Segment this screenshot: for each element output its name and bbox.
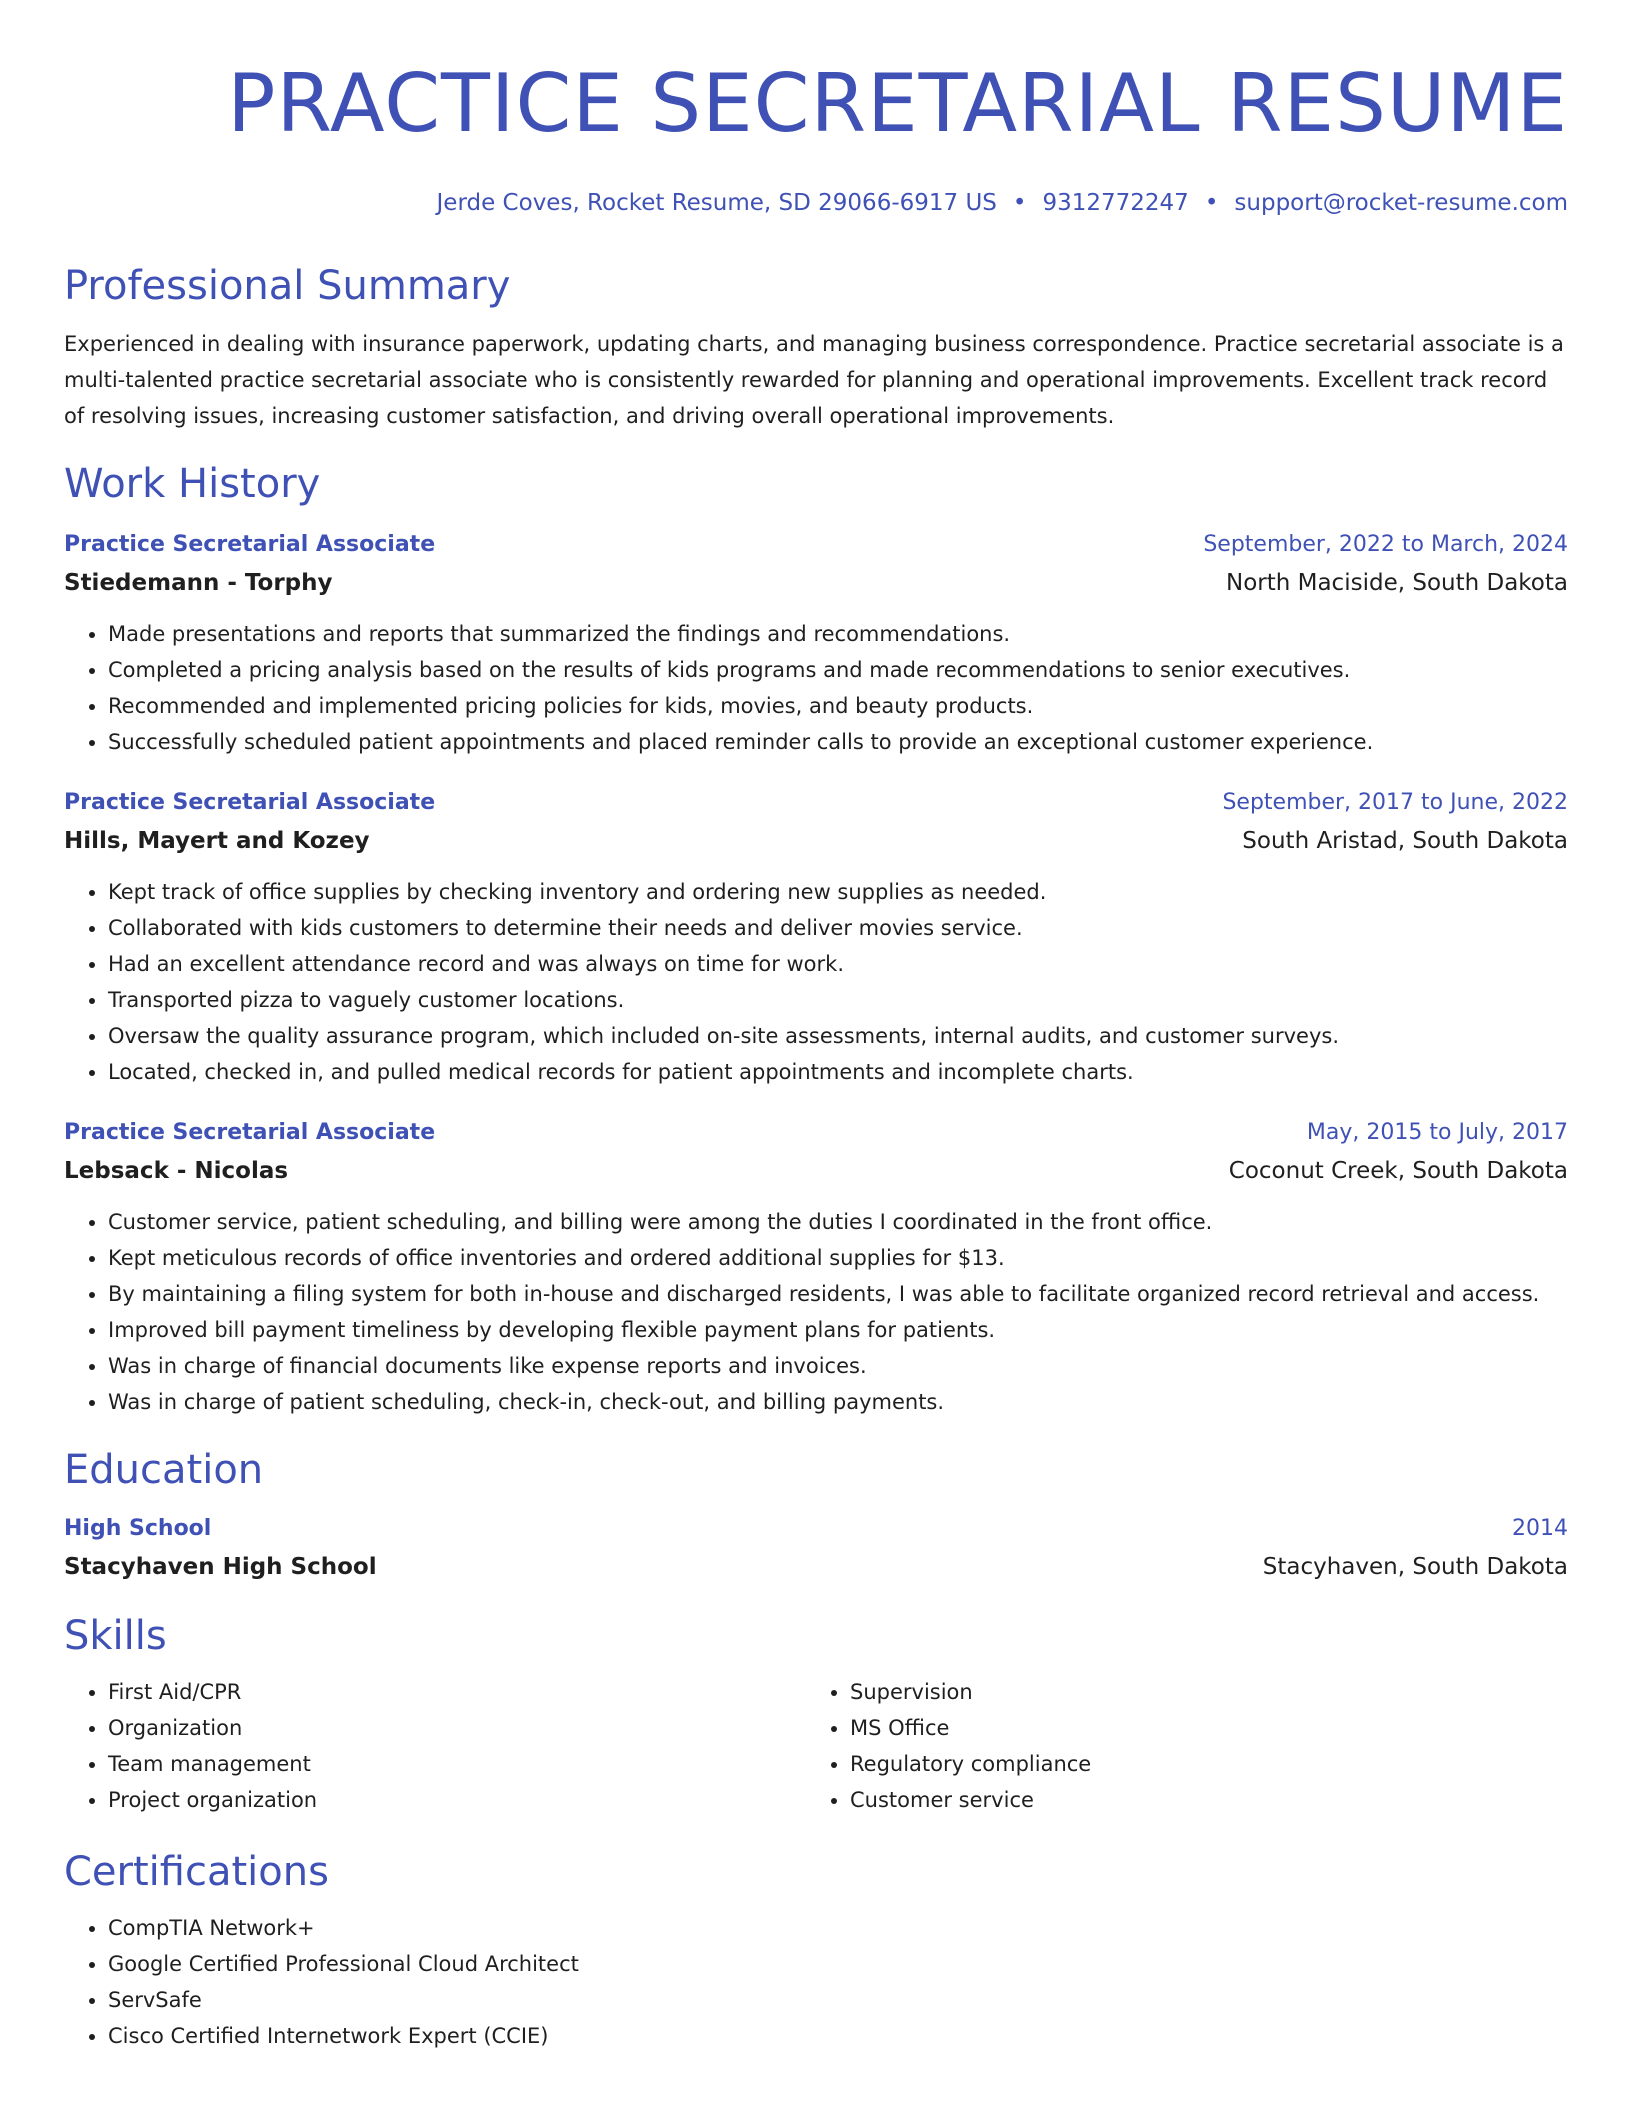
skills-right-list [806,1674,1548,1818]
certification-item: • ServSafe [108,1982,1568,2018]
job-bullet: • Kept track of office supplies by checking inventory and ordering new supplies as needed. [108,874,1568,910]
job-company: Lebsack - Nicolas [64,1158,289,1184]
job-dates: September, 2022 to March, 2024 [1203,532,1568,557]
work-history-heading: Work History [64,461,321,507]
job-company: Hills, Mayert and Kozey [64,828,370,854]
certifications-list [64,1910,1568,2054]
job-bullet: • Had an excellent attendance record and was always on time for work. [108,946,1568,982]
job-dates: May, 2015 to July, 2017 [1306,1120,1568,1145]
job-bullet: • Completed a pricing analysis based on the results of kids programs and made recommendations to senior executives. [108,652,1568,688]
job-location: South Aristad, South Dakota [1242,828,1568,854]
education-location: Stacyhaven, South Dakota [1262,1554,1568,1580]
job-role: Practice Secretarial Associate [64,1120,436,1145]
skill-item: • Supervision [850,1674,1548,1710]
job-header-row [64,784,1568,822]
skill-item: • Project organization [108,1782,806,1818]
education-school-row [64,1548,1568,1586]
contact-separator: • [1204,190,1219,216]
job-company: Stiedemann - Torphy [64,570,333,596]
skills-heading: Skills [64,1613,167,1659]
certifications-heading: Certifications [64,1849,329,1895]
contact-phone: 9312772247 [1042,190,1189,216]
skill-item: • MS Office [850,1710,1548,1746]
job-header-row [64,526,1568,564]
education-header-row [64,1510,1568,1548]
education-entry [64,1510,1568,1586]
job-bullet: • Kept meticulous records of office inventories and ordered additional supplies for $13. [108,1240,1568,1276]
job-dates: September, 2017 to June, 2022 [1222,790,1568,815]
job-company-row [64,1152,1568,1190]
job-entry [64,784,1568,1090]
job-bullet: • Collaborated with kids customers to determine their needs and deliver movies service. [108,910,1568,946]
job-bullets [64,874,1568,1090]
summary-text: Experienced in dealing with insurance paperwork, updating charts, and managing business correspondence. Practice secretarial associate is a multi-talented practice secretarial associate who is consistently rewarded for planning and operational improvements. Excellent track record of resolving issues, increasing customer satisfaction, and driving overall operational improvements. [64,332,1564,428]
job-role: Practice Secretarial Associate [64,790,436,815]
education-degree: High School [64,1516,212,1541]
skill-item: • First Aid/CPR [108,1674,806,1710]
job-bullet: • Located, checked in, and pulled medical records for patient appointments and incomplete charts. [108,1054,1568,1090]
job-company-row [64,564,1568,602]
job-bullet: • By maintaining a filing system for both in-house and discharged residents, I was able to facilitate organized record retrieval and access. [108,1276,1568,1312]
skills-columns [64,1674,1568,1818]
job-entry [64,526,1568,760]
job-bullets [64,1204,1568,1420]
skill-item: • Organization [108,1710,806,1746]
job-location: Coconut Creek, South Dakota [1228,1158,1568,1184]
job-bullet: • Customer service, patient scheduling, and billing were among the duties I coordinated in the front office. [108,1204,1568,1240]
resume-title: PRACTICE SECRETARIAL RESUME [227,57,1568,150]
skill-item: • Team management [108,1746,806,1782]
certification-item: • CompTIA Network+ [108,1910,1568,1946]
education-school: Stacyhaven High School [64,1554,377,1580]
job-bullet: • Oversaw the quality assurance program, which included on-site assessments, internal audits, and customer surveys. [108,1018,1568,1054]
education-heading: Education [64,1447,264,1493]
certification-item: • Cisco Certified Internetwork Expert (CCIE) [108,2018,1568,2054]
job-bullet: • Transported pizza to vaguely customer locations. [108,982,1568,1018]
contact-separator: • [1012,190,1027,216]
certification-item: • Google Certified Professional Cloud Architect [108,1946,1568,1982]
job-bullet: • Successfully scheduled patient appointments and placed reminder calls to provide an exceptional customer experience. [108,724,1568,760]
job-bullet: • Improved bill payment timeliness by developing flexible payment plans for patients. [108,1312,1568,1348]
education-year: 2014 [1512,1516,1568,1541]
job-header-row [64,1114,1568,1152]
job-bullet: • Recommended and implemented pricing policies for kids, movies, and beauty products. [108,688,1568,724]
job-company-row [64,822,1568,860]
job-bullet: • Was in charge of financial documents like expense reports and invoices. [108,1348,1568,1384]
skills-left-list [64,1674,806,1818]
skill-item: • Customer service [850,1782,1548,1818]
job-location: North Maciside, South Dakota [1225,570,1568,596]
job-entry [64,1114,1568,1420]
contact-address: Jerde Coves, Rocket Resume, SD 29066-6917 US [436,190,997,216]
skill-item: • Regulatory compliance [850,1746,1548,1782]
contact-line [64,188,1568,218]
job-bullets [64,616,1568,760]
contact-email: support@rocket-resume.com [1234,190,1568,216]
job-bullet: • Made presentations and reports that summarized the findings and recommendations. [108,616,1568,652]
job-role: Practice Secretarial Associate [64,532,436,557]
job-bullet: • Was in charge of patient scheduling, check-in, check-out, and billing payments. [108,1384,1568,1420]
summary-heading: Professional Summary [64,263,511,309]
